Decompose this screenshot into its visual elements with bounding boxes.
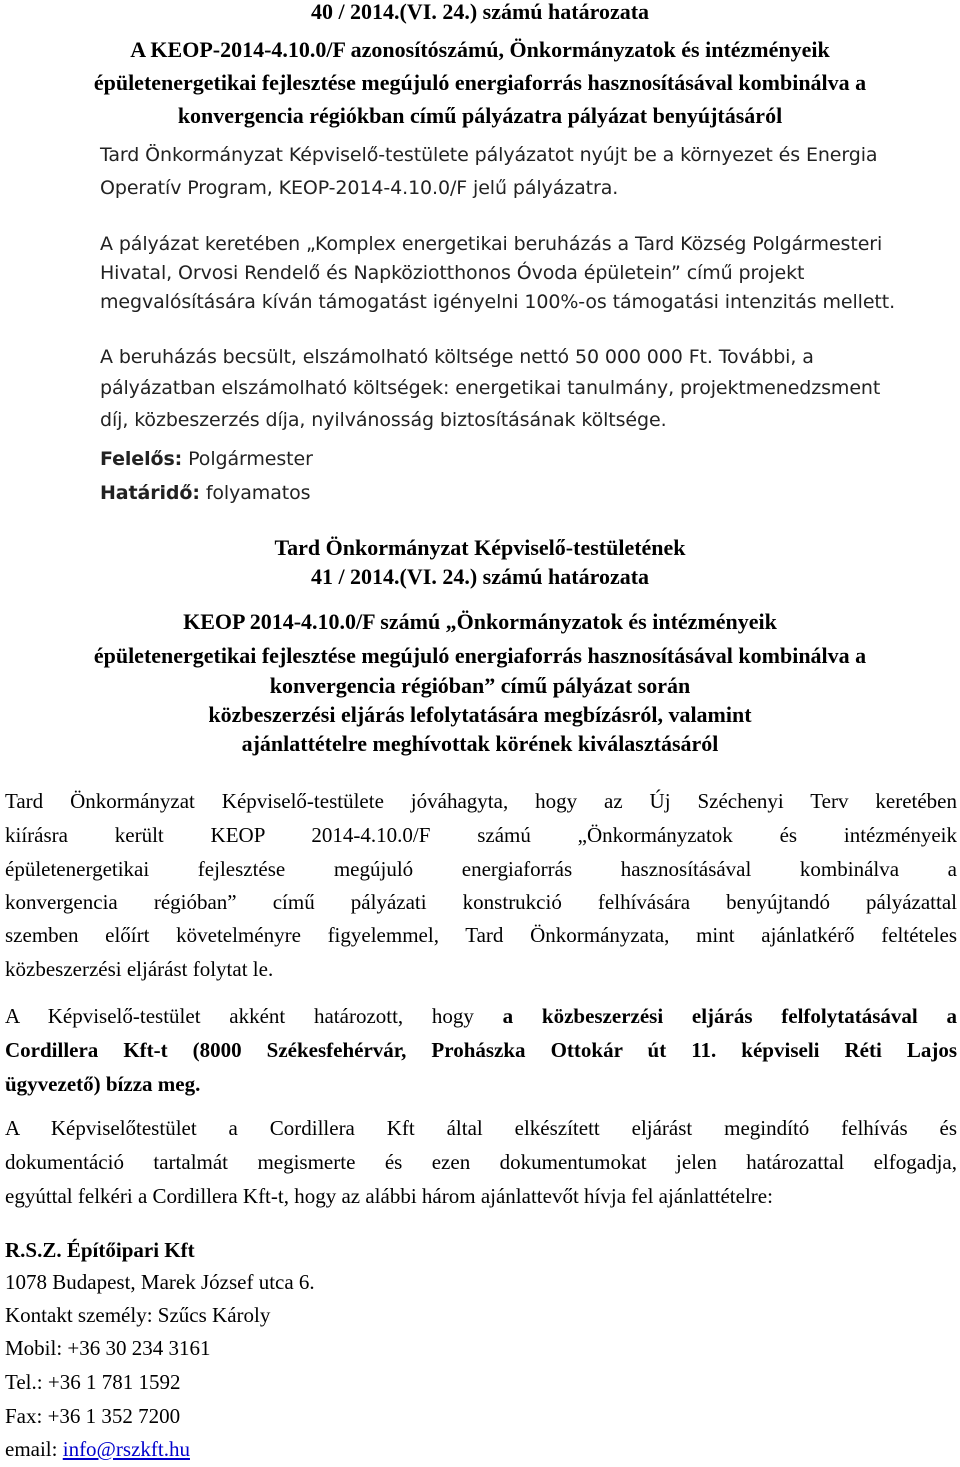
deadline-label: Határidő:: [100, 482, 200, 504]
decision-40-paragraph-line: díj, közbeszerzés díja, nyilvánosság biztosításának költsége.: [100, 409, 667, 431]
decision-40-title: 40 / 2014.(VI. 24.) számú határozata: [310, 0, 650, 24]
company-email-row: [5, 1433, 190, 1466]
decision-40-paragraph-line: megvalósítására kíván támogatást igényelni 100%-os támogatási intenzitás mellett.: [100, 291, 896, 313]
decision-41-paragraph-line: A Képviselőtestület a Cordillera Kft által elkészített eljárást megindító felhívás és: [5, 1116, 957, 1140]
decision-41-title-line: Tard Önkormányzat Képviselő-testületének: [274, 535, 686, 560]
decision-41-paragraph-line: közbeszerzési eljárást folytat le.: [5, 957, 274, 981]
decision-40-paragraph-line: A beruházás becsült, elszámolható költsége nettó 50 000 000 Ft. További, a: [100, 346, 814, 368]
responsible-label: Felelős:: [100, 448, 183, 470]
decision-41-paragraph-line: épületenergetikai fejlesztése megújuló energiaforrás hasznosításával kombinálva a: [5, 857, 957, 881]
decision-41-subject-line: közbeszerzési eljárás lefolytatására megbízásról, valamint: [208, 702, 752, 727]
decision-41-paragraph-line: egyúttal felkéri a Cordillera Kft-t, hogy az alábbi három ajánlattevőt hívja fel ajánlattételre:: [5, 1184, 773, 1208]
decision-41-paragraph-line: konvergencia régióban” című pályázati konstrukció felhívására benyújtandó pályázattal: [5, 890, 957, 914]
mandate-plain-text: A Képviselő-testület akként határozott, hogy: [5, 1004, 503, 1028]
decision-41-subject-line: ajánlattételre meghívottak körének kiválasztásáról: [241, 731, 719, 756]
mandate-bold-text: a közbeszerzési eljárás felfolytatásával a: [502, 1004, 957, 1028]
decision-41-mandate-line: ügyvezető) bízza meg.: [5, 1072, 201, 1096]
company-tel: Tel.: +36 1 781 1592: [5, 1370, 181, 1394]
decision-41-paragraph-line: kiírásra került KEOP 2014-4.10.0/F számú „Önkormányzatok és intézményeik: [5, 823, 957, 847]
decision-40-paragraph-line: A pályázat keretében „Komplex energetikai beruházás a Tard Község Polgármesteri: [100, 233, 883, 255]
decision-40-subject-line: A KEOP-2014-4.10.0/F azonosítószámú, Önkormányzatok és intézményeik: [130, 37, 830, 62]
deadline-value: folyamatos: [199, 482, 311, 504]
deadline-row: [100, 477, 310, 510]
company-mobile: Mobil: +36 30 234 3161: [5, 1336, 211, 1360]
decision-40-subject-line: konvergencia régiókban című pályázatra pályázat benyújtásáról: [177, 103, 783, 128]
decision-41-paragraph-line: Tard Önkormányzat Képviselő-testülete jóváhagyta, hogy az Új Széchenyi Terv keretében: [5, 789, 957, 813]
responsible-row: [100, 443, 313, 476]
decision-40-paragraph-line: Tard Önkormányzat Képviselő-testülete pályázatot nyújt be a környezet és Energia: [100, 144, 878, 166]
decision-41-mandate-line: [5, 1000, 957, 1033]
decision-40-paragraph-line: Operatív Program, KEOP-2014-4.10.0/F jelű pályázatra.: [100, 177, 619, 199]
decision-41-subject-line: épületenergetikai fejlesztése megújuló energiaforrás hasznosításával kombinálva a: [93, 643, 867, 668]
decision-40-paragraph-line: Hivatal, Orvosi Rendelő és Napköziotthonos Óvoda épületein” című projekt: [100, 262, 805, 284]
decision-41-title-line: 41 / 2014.(VI. 24.) számú határozata: [310, 564, 650, 589]
responsible-value: Polgármester: [182, 448, 313, 470]
decision-40-subject-line: épületenergetikai fejlesztése megújuló energiaforrás hasznosításával kombinálva a: [93, 70, 867, 95]
company-fax: Fax: +36 1 352 7200: [5, 1404, 181, 1428]
company-contact: Kontakt személy: Szűcs Károly: [5, 1303, 271, 1327]
company-email-label: email:: [5, 1437, 63, 1461]
company-name: R.S.Z. Építőipari Kft: [5, 1238, 195, 1262]
company-email-link[interactable]: info@rszkft.hu: [62, 1437, 190, 1461]
decision-41-subject-line: konvergencia régióban” című pályázat során: [269, 673, 691, 698]
decision-41-subject-line: KEOP 2014-4.10.0/F számú „Önkormányzatok és intézményeik: [183, 609, 777, 634]
decision-40-paragraph-line: pályázatban elszámolható költségek: energetikai tanulmány, projektmenedzsment: [100, 377, 881, 399]
decision-41-paragraph-line: szemben előírt követelményre figyelemmel, Tard Önkormányzata, mint ajánlatkérő feltételes: [5, 923, 957, 947]
decision-41-mandate-line: Cordillera Kft-t (8000 Székesfehérvár, Prohászka Ottokár út 11. képviseli Réti Lajos: [5, 1038, 957, 1062]
company-address: 1078 Budapest, Marek József utca 6.: [5, 1270, 315, 1294]
decision-41-paragraph-line: dokumentáció tartalmát megismerte és ezen dokumentumokat jelen határozattal elfogadja,: [5, 1150, 957, 1174]
